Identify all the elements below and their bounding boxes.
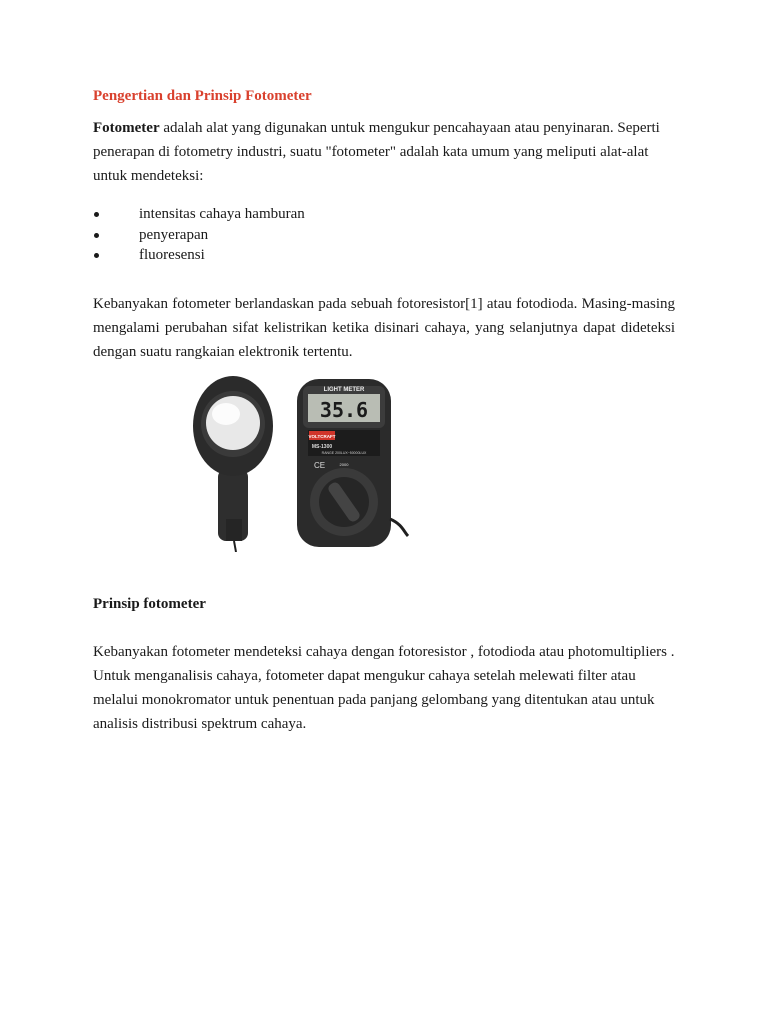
- section-title: Prinsip fotometer: [93, 595, 206, 612]
- principle-paragraph: Kebanyakan fotometer mendeteksi cahaya dengan fotoresistor , fotodioda atau photomultipliers . Untuk menganalisis cahaya, fotometer dapat mengukur cahaya setelah melewati filter atau melalui monokromator untuk penentuan pada panjang gelombang yang ditentukan atau untuk analisis distribusi spektrum cahaya.: [93, 643, 675, 732]
- meter-range: RANGE 200LUX~50000LUX: [321, 450, 367, 455]
- meter-brand: VOLTCRAFT: [308, 433, 336, 439]
- list-item: [93, 245, 675, 266]
- list-item-text: fluoresensi: [139, 247, 205, 263]
- list-item-text: penyerapan: [139, 226, 209, 243]
- bullet-icon: [94, 233, 99, 238]
- bullet-icon: [94, 212, 99, 217]
- meter-model: MS-1300: [311, 443, 333, 450]
- list-item: [93, 225, 675, 246]
- bullet-icon: [94, 253, 99, 258]
- document-page: [93, 86, 675, 736]
- page-title: Pengertian dan Prinsip Fotometer: [93, 88, 312, 104]
- meter-header: LIGHT METER: [323, 386, 365, 393]
- intro-term: Fotometer: [93, 120, 160, 136]
- ce-mark: CE: [314, 460, 326, 470]
- light-meter-figure: [93, 374, 675, 554]
- detection-list: [93, 204, 675, 266]
- list-item-text: intensitas cahaya hamburan: [139, 206, 305, 222]
- sensor-paragraph: Kebanyakan fotometer berlandaskan pada sebuah fotoresistor[1] atau fotodioda. Masing-masing mengalami perubahan sifat kelistrikan ketika disinari cahaya, yang selanjutnya dapat dideteksi dengan suatu rangkaian elektronik tertentu.: [93, 295, 675, 360]
- list-item: [93, 204, 675, 225]
- intro-text: adalah alat yang digunakan untuk mengukur pencahayaan atau penyinaran. Seperti penerapan di fotometry industri, suatu "fotometer" adalah kata umum yang meliputi alat-alat untuk mendeteksi:: [93, 120, 660, 184]
- meter-display-value: 35.6: [319, 397, 369, 422]
- dial-label: 2000: [339, 461, 349, 467]
- light-meter-image: [190, 374, 410, 552]
- intro-paragraph: [93, 116, 675, 188]
- sensor-probe-icon: [193, 376, 273, 552]
